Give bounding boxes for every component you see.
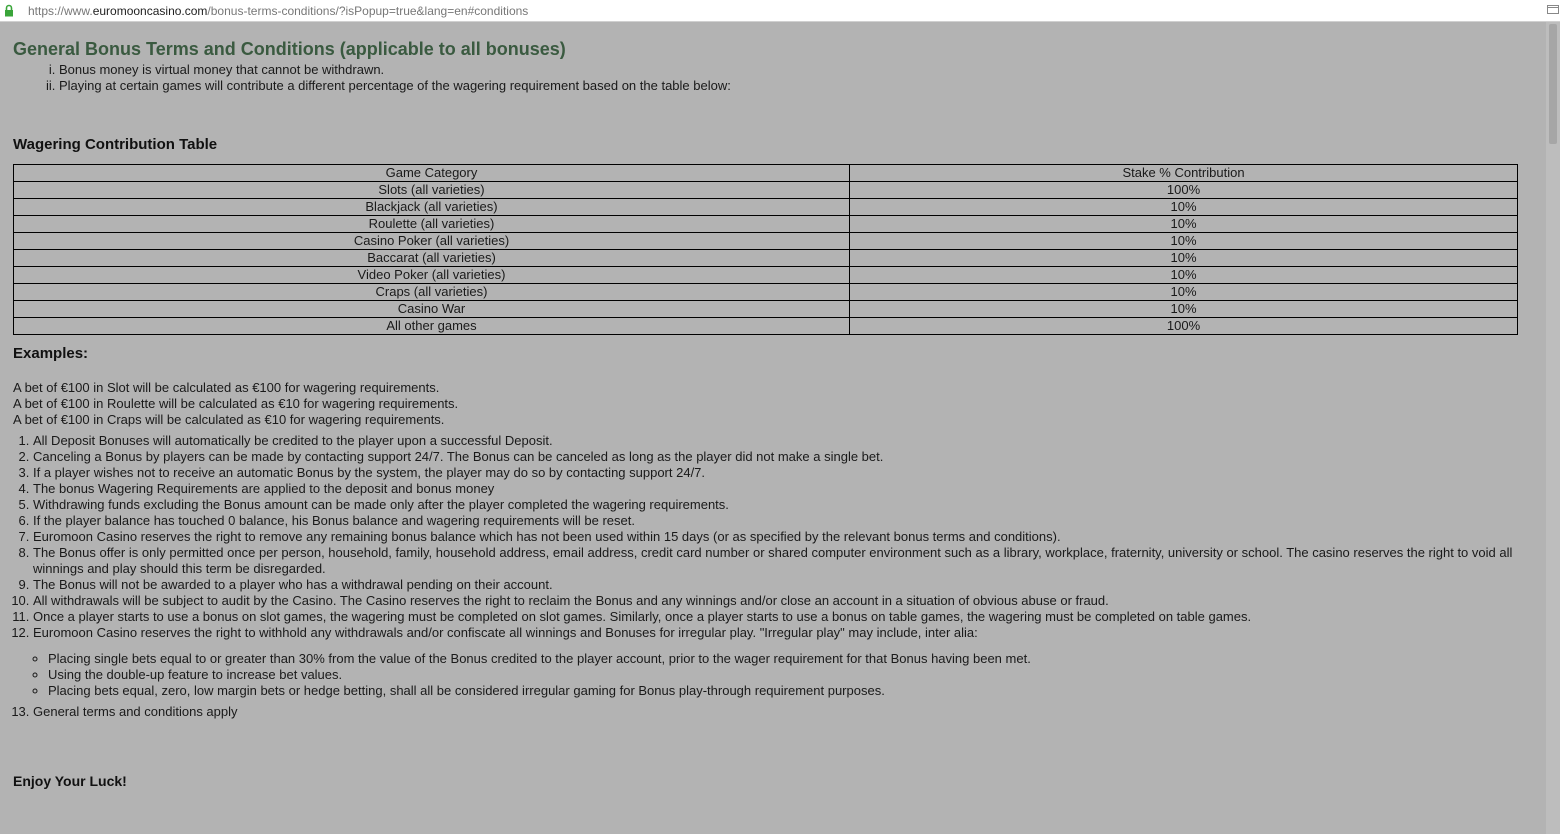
game-category-cell: Craps (all varieties): [14, 284, 850, 301]
game-category-cell: Video Poker (all varieties): [14, 267, 850, 284]
address-bar[interactable]: [0, 0, 1560, 22]
contribution-cell: 10%: [850, 250, 1518, 267]
header-stake-contribution: Stake % Contribution: [850, 165, 1518, 182]
table-row: [14, 199, 1518, 216]
term-item: 6. If the player balance has touched 0 balance, his Bonus balance and wagering requirements will be reset.: [33, 513, 1528, 529]
term-item: 2. Canceling a Bonus by players can be made by contacting support 24/7. The Bonus can be canceled as long as the player did not make a single bet.: [33, 449, 1528, 465]
contribution-cell: 100%: [850, 182, 1518, 199]
page-content: [13, 22, 1528, 789]
term-item: [33, 625, 1528, 699]
term-item: 8. The Bonus offer is only permitted once per person, household, family, household address, email address, credit card number or shared computer environment such as a library, workplace, fraternity, university or school. The casino reserves the right to void all winnings and play should this term be disregarded.: [33, 545, 1528, 577]
intro-item: i. Bonus money is virtual money that cannot be withdrawn.: [59, 62, 1528, 78]
table-row: [14, 250, 1518, 267]
table-row: [14, 182, 1518, 199]
header-game-category: Game Category: [14, 165, 850, 182]
vertical-scrollbar[interactable]: [1546, 22, 1560, 834]
page-title: General Bonus Terms and Conditions (applicable to all bonuses): [13, 39, 566, 59]
example-line: A bet of €100 in Roulette will be calculated as €10 for wagering requirements.: [13, 396, 459, 411]
game-category-cell: Casino War: [14, 301, 850, 318]
game-category-cell: Roulette (all varieties): [14, 216, 850, 233]
term-item-text: Euromoon Casino reserves the right to withhold any withdrawals and/or confiscate all winnings and Bonuses for irregular play. "Irregular play" may include, inter alia:: [33, 625, 978, 640]
term-item: 13. General terms and conditions apply: [33, 704, 1528, 720]
contribution-cell: 10%: [850, 216, 1518, 233]
table-row: [14, 284, 1518, 301]
closing-text: Enjoy Your Luck!: [13, 773, 127, 789]
irregular-play-item: ◦ Placing bets equal, zero, low margin bets or hedge betting, shall all be considered irregular gaming for Bonus play-through requirement purposes.: [48, 683, 1528, 699]
table-row: [14, 267, 1518, 284]
url-prefix: https://www.: [28, 4, 93, 18]
scrollbar-thumb[interactable]: [1549, 24, 1557, 144]
table-row: [14, 216, 1518, 233]
url-domain: euromooncasino.com: [92, 4, 208, 18]
contribution-cell: 10%: [850, 267, 1518, 284]
game-category-cell: Slots (all varieties): [14, 182, 850, 199]
term-item: 10. All withdrawals will be subject to audit by the Casino. The Casino reserves the right to reclaim the Bonus and any winnings and/or close an account in a situation of obvious abuse or fraud.: [33, 593, 1528, 609]
wagering-contribution-table: [13, 164, 1518, 335]
contribution-cell: 10%: [850, 233, 1518, 250]
lock-icon: [4, 4, 14, 17]
contribution-cell: 100%: [850, 318, 1518, 335]
term-item: 4. The bonus Wagering Requirements are applied to the deposit and bonus money: [33, 481, 1528, 497]
term-item: 5. Withdrawing funds excluding the Bonus amount can be made only after the player completed the wagering requirements.: [33, 497, 1528, 513]
contribution-cell: 10%: [850, 199, 1518, 216]
url-path: /bonus-terms-conditions/?isPopup=true&lang=en#conditions: [207, 4, 529, 18]
terms-list: [13, 433, 1528, 720]
game-category-cell: All other games: [14, 318, 850, 335]
term-item: 3. If a player wishes not to receive an automatic Bonus by the system, the player may do so by contacting support 24/7.: [33, 465, 1528, 481]
popout-icon[interactable]: [1546, 3, 1560, 17]
irregular-play-item: ◦ Using the double-up feature to increase bet values.: [48, 667, 1528, 683]
url-text[interactable]: [28, 4, 528, 18]
example-line: A bet of €100 in Craps will be calculated as €10 for wagering requirements.: [13, 412, 445, 427]
term-item: 1. All Deposit Bonuses will automatically be credited to the player upon a successful Deposit.: [33, 433, 1528, 449]
contribution-cell: 10%: [850, 284, 1518, 301]
term-item: 9. The Bonus will not be awarded to a player who has a withdrawal pending on their account.: [33, 577, 1528, 593]
game-category-cell: Baccarat (all varieties): [14, 250, 850, 267]
irregular-play-list: [33, 651, 1528, 699]
irregular-play-item: ◦ Placing single bets equal to or greater than 30% from the value of the Bonus credited to the player account, prior to the wager requirement for that Bonus having been met.: [48, 651, 1528, 667]
table-row: [14, 233, 1518, 250]
intro-list: [13, 62, 1528, 94]
wagering-table-title: Wagering Contribution Table: [13, 136, 218, 153]
table-header-row: [14, 165, 1518, 182]
table-row: [14, 301, 1518, 318]
game-category-cell: Blackjack (all varieties): [14, 199, 850, 216]
examples-title: Examples:: [13, 345, 89, 362]
intro-item: ii. Playing at certain games will contribute a different percentage of the wagering requirement based on the table below:: [59, 78, 1528, 94]
examples-block: [13, 380, 1528, 428]
table-row: [14, 318, 1518, 335]
term-item: 11. Once a player starts to use a bonus on slot games, the wagering must be completed on slot games. Similarly, once a player starts to use a bonus on table games, the wagering must be completed on table games.: [33, 609, 1528, 625]
contribution-cell: 10%: [850, 301, 1518, 318]
term-item: 7. Euromoon Casino reserves the right to remove any remaining bonus balance which has not been used within 15 days (or as specified by the relevant bonus terms and conditions).: [33, 529, 1528, 545]
game-category-cell: Casino Poker (all varieties): [14, 233, 850, 250]
example-line: A bet of €100 in Slot will be calculated as €100 for wagering requirements.: [13, 380, 440, 395]
